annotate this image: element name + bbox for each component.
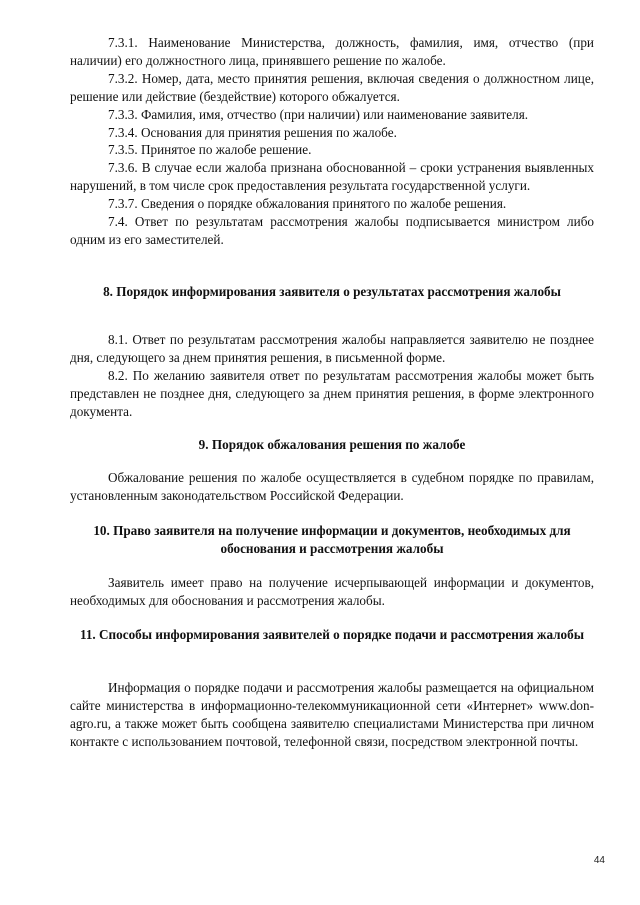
section-10 xyxy=(70,522,594,558)
paragraph-7-3-6: 7.3.6. В случае если жалоба признана обоснованной – сроки устранения выявленных нарушений, в том числе срок предоставления результата государственной услуги. xyxy=(70,160,594,194)
paragraph-7-3-1: 7.3.1. Наименование Министерства, должность, фамилия, имя, отчество (при наличии) его должностного лица, принявшего решение по жалобе. xyxy=(70,35,594,68)
section-9-body xyxy=(70,469,594,505)
section-8-body xyxy=(70,331,594,421)
paragraph-7-3-3: 7.3.3. Фамилия, имя, отчество (при наличии) или наименование заявителя. xyxy=(108,106,529,122)
section-9 xyxy=(70,436,594,454)
section-9-heading: 9. Порядок обжалования решения по жалобе xyxy=(198,437,466,452)
paragraph-11: Информация о порядке подачи и рассмотрения жалобы размещается на официальном сайте министерства в информационно-телекоммуникационной сети «Интернет» www.don-agro.ru, а также может быть сообщена заявителю специалистами Министерства при личном контакте с использованием почтовой, телефонной связи, посредством электронной почты. xyxy=(70,680,594,749)
section7-continuation xyxy=(70,34,594,249)
paragraph-8-1: 8.1. Ответ по результатам рассмотрения жалобы направляется заявителю не позднее дня, следующего за днем принятия решения, в письменной форме. xyxy=(70,332,594,365)
paragraph-7-3-5: 7.3.5. Принятое по жалобе решение. xyxy=(108,142,312,158)
paragraph-10: Заявитель имеет право на получение исчерпывающей информации и документов, необходимых для обоснования и рассмотрения жалобы. xyxy=(70,575,594,608)
paragraph-9: Обжалование решения по жалобе осуществляется в судебном порядке по правилам, установленным законодательством Российской Федерации. xyxy=(70,470,594,503)
section-10-body xyxy=(70,574,594,610)
page-number: 44 xyxy=(593,855,605,866)
section-11 xyxy=(70,626,594,644)
paragraph-8-2: 8.2. По желанию заявителя ответ по результатам рассмотрения жалобы может быть представлен не позднее дня, следующего за днем принятия решения, в форме электронного документа. xyxy=(70,367,594,419)
section-8 xyxy=(70,283,594,301)
paragraph-7-4: 7.4. Ответ по результатам рассмотрения жалобы подписывается министром либо одним из его заместителей. xyxy=(70,214,594,247)
section-11-body xyxy=(70,679,594,751)
paragraph-7-3-2: 7.3.2. Номер, дата, место принятия решения, включая сведения о должностном лице, решение или действие (бездействие) которого обжалуется. xyxy=(70,70,594,104)
section-10-heading: 10. Право заявителя на получение информации и документов, необходимых для обоснования и рассмотрения жалобы xyxy=(93,523,571,556)
section-11-heading: 11. Способы информирования заявителей о порядке подачи и рассмотрения жалобы xyxy=(79,627,585,642)
paragraph-7-3-7: 7.3.7. Сведения о порядке обжалования принятого по жалобе решения. xyxy=(108,196,507,212)
section-8-heading: 8. Порядок информирования заявителя о результатах рассмотрения жалобы xyxy=(103,284,561,299)
paragraph-7-3-4: 7.3.4. Основания для принятия решения по жалобе. xyxy=(108,124,397,140)
